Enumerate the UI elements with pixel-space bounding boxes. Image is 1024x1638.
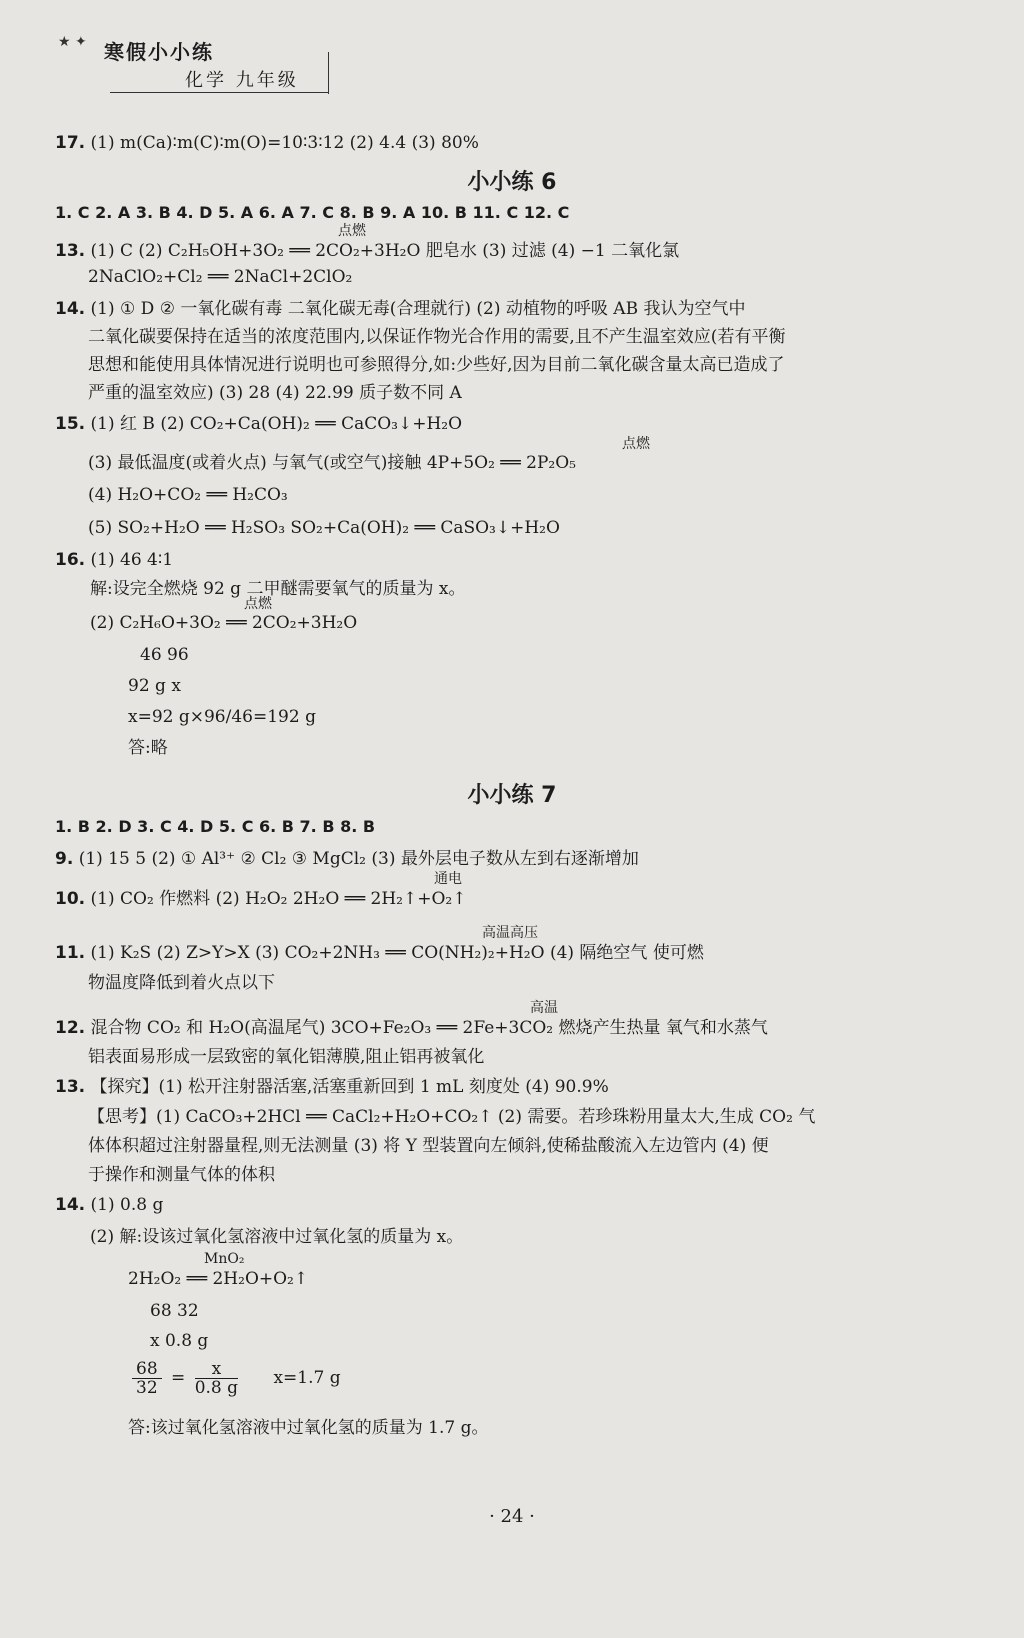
page-header [50, 22, 330, 94]
answer-line: 13. 【探究】(1) 松开注射器活塞,活塞重新回到 1 mL 刻度处 (4) 90.9% [55, 1077, 609, 1097]
answer-line: (2) 解:设该过氧化氢溶液中过氧化氢的质量为 x。 [90, 1227, 464, 1247]
answer-line: 解:设完全燃烧 92 g 二甲醚需要氧气的质量为 x。 [90, 579, 466, 599]
fraction-equation: $\frac{68}{32}$ = $\frac{x}{0.8 g}$ x=1.7 g [128, 1360, 341, 1397]
header-subject: 化学 九年级 [185, 70, 299, 91]
answer-line: x=92 g×96/46=192 g [128, 707, 316, 727]
answer-line: 46 96 [140, 645, 189, 665]
reaction-condition: MnO₂ [204, 1251, 245, 1267]
header-divider [328, 52, 329, 94]
answer-line: 16. (1) 46 4∶1 [55, 550, 174, 570]
answer-line: 2H₂O₂ ══ 2H₂O+O₂↑ [128, 1269, 309, 1289]
answer-line: 11. (1) K₂S (2) Z>Y>X (3) CO₂+2NH₃ ══ CO(NH₂)₂+H₂O (4) 隔绝空气 使可燃 [55, 943, 704, 963]
answer-line: 严重的温室效应) (3) 28 (4) 22.99 质子数不同 A [88, 383, 462, 403]
answer-line: 14. (1) ① D ② 一氧化碳有毒 二氧化碳无毒(合理就行) (2) 动植物的呼吸 AB 我认为空气中 [55, 299, 746, 319]
answer-line: 物温度降低到着火点以下 [88, 973, 275, 993]
header-brand: 寒假小小练 [104, 40, 214, 64]
answer-line: (4) H₂O+CO₂ ══ H₂CO₃ [88, 485, 288, 505]
section-heading: 小小练 6 [467, 170, 557, 195]
page-number: · 24 · [489, 1506, 535, 1527]
answer-line: 于操作和测量气体的体积 [88, 1165, 275, 1185]
answer-line: 12. 混合物 CO₂ 和 H₂O(高温尾气) 3CO+Fe₂O₃ ══ 2Fe+3CO₂ 燃烧产生热量 氧气和水蒸气 [55, 1018, 768, 1038]
fraction-right: $\frac{x}{0.8 g}$ [194, 1359, 239, 1398]
answer-line: 14. (1) 0.8 g [55, 1195, 164, 1215]
answer-line: 二氧化碳要保持在适当的浓度范围内,以保证作物光合作用的需要,且不产生温室效应(若有平衡 [88, 327, 786, 347]
reaction-condition: 高温 [530, 1000, 558, 1016]
answer-line: 体体积超过注射器量程,则无法测量 (3) 将 Y 型装置向左倾斜,使稀盐酸流入左边管内 (4) 便 [88, 1136, 769, 1156]
answer-line: 1. C 2. A 3. B 4. D 5. A 6. A 7. C 8. B 9. A 10. B 11. C 12. C [55, 203, 570, 222]
reaction-condition: 点燃 [622, 436, 650, 452]
reaction-condition: 通电 [434, 871, 462, 887]
answer-line: 17. (1) m(Ca)∶m(C)∶m(O)=10∶3∶12 (2) 4.4 (3) 80% [55, 133, 479, 153]
answer-line: 13. (1) C (2) C₂H₅OH+3O₂ ══ 2CO₂+3H₂O 肥皂水 (3) 过滤 (4) −1 二氧化氯 [55, 241, 680, 261]
answer-line: 答:略 [128, 738, 168, 758]
answer-line: 铝表面易形成一层致密的氧化铝薄膜,阻止铝再被氧化 [88, 1047, 485, 1067]
answer-line: (5) SO₂+H₂O ══ H₂SO₃ SO₂+Ca(OH)₂ ══ CaSO₃↓+H₂O [88, 518, 560, 538]
answer-line: 1. B 2. D 3. C 4. D 5. C 6. B 7. B 8. B [55, 817, 376, 836]
answer-line: x 0.8 g [150, 1331, 209, 1351]
answer-line: 9. (1) 15 5 (2) ① Al³⁺ ② Cl₂ ③ MgCl₂ (3) 最外层电子数从左到右逐渐增加 [55, 849, 639, 869]
answer-line: (3) 最低温度(或着火点) 与氧气(或空气)接触 4P+5O₂ ══ 2P₂O₅ [88, 453, 576, 473]
answer-line: 2NaClO₂+Cl₂ ══ 2NaCl+2ClO₂ [88, 267, 353, 287]
star-icon: ★ ✦ [58, 34, 87, 50]
reaction-condition: 高温高压 [482, 925, 538, 941]
answer-line: 15. (1) 红 B (2) CO₂+Ca(OH)₂ ══ CaCO₃↓+H₂O [55, 414, 463, 434]
reaction-condition: 点燃 [338, 223, 366, 239]
reaction-condition: 点燃 [244, 596, 272, 612]
answer-line: 10. (1) CO₂ 作燃料 (2) H₂O₂ 2H₂O ══ 2H₂↑+O₂↑ [55, 889, 467, 909]
section-heading: 小小练 7 [467, 783, 557, 808]
answer-line: (2) C₂H₆O+3O₂ ══ 2CO₂+3H₂O [90, 613, 358, 633]
answer-line: 思想和能使用具体情况进行说明也可参照得分,如:少些好,因为目前二氧化碳含量太高已造成了 [88, 355, 785, 375]
header-rule [110, 92, 328, 93]
answer-line: 68 32 [150, 1301, 199, 1321]
answer-line: 【思考】(1) CaCO₃+2HCl ══ CaCl₂+H₂O+CO₂↑ (2) 需要。若珍珠粉用量太大,生成 CO₂ 气 [88, 1107, 816, 1127]
fraction-left: $\frac{68}{32}$ [132, 1360, 162, 1397]
answer-line: 答:该过氧化氢溶液中过氧化氢的质量为 1.7 g。 [128, 1418, 489, 1438]
answer-line: 92 g x [128, 676, 181, 696]
